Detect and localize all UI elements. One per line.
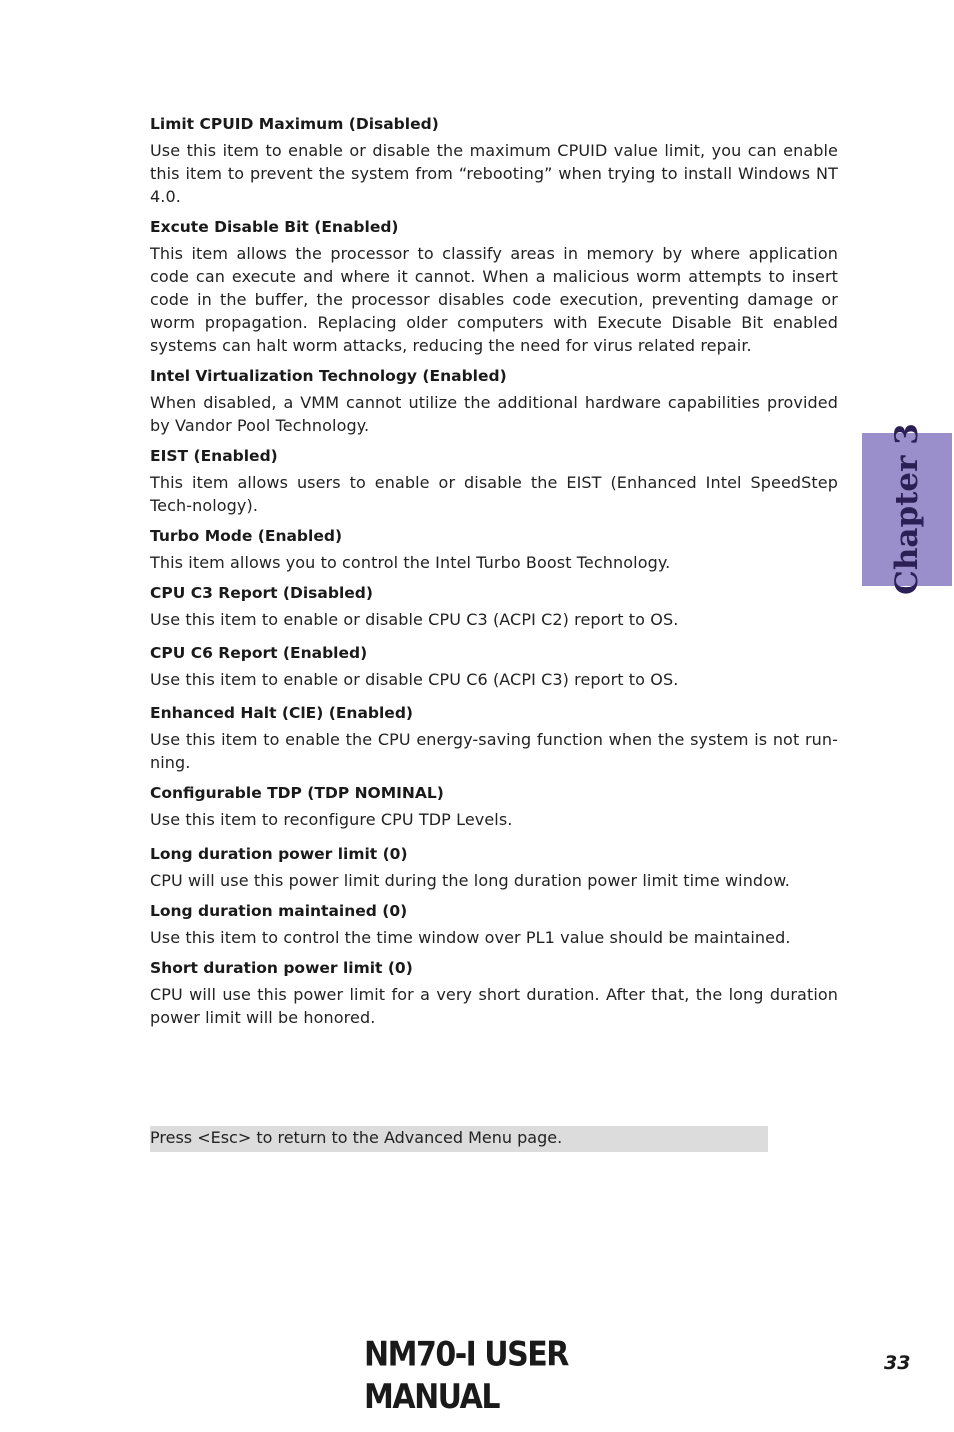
setting-long-duration-power-limit — [150, 843, 838, 892]
setting-heading: Long duration maintained (0) — [150, 902, 408, 920]
setting-heading: CPU C6 Report (Enabled) — [150, 644, 368, 662]
setting-heading: Excute Disable Bit (Enabled) — [150, 218, 399, 236]
setting-heading: Short duration power limit (0) — [150, 959, 413, 977]
setting-short-duration-power-limit — [150, 957, 838, 1029]
manual-title: NM70-I USER MANUAL — [364, 1335, 568, 1417]
chapter-tab — [862, 423, 952, 595]
setting-description: When disabled, a VMM cannot utilize the additional hardware capabilities provided by Vandor Pool Technology. — [150, 393, 838, 435]
setting-description: Use this item to enable or disable CPU C6 (ACPI C3) report to OS. — [150, 670, 679, 689]
esc-return-note: Press <Esc> to return to the Advanced Menu page. — [150, 1126, 768, 1152]
setting-limit-cpuid — [150, 113, 838, 208]
setting-long-duration-maintained — [150, 900, 838, 949]
setting-heading: Limit CPUID Maximum (Disabled) — [150, 115, 439, 133]
chapter-label: Chapter 3 — [889, 423, 925, 595]
page-number: 33 — [884, 1352, 911, 1374]
setting-cpu-c3-report — [150, 582, 838, 631]
setting-heading: Enhanced Halt (ClE) (Enabled) — [150, 704, 414, 722]
setting-eist — [150, 445, 838, 517]
setting-virtualization — [150, 365, 838, 437]
setting-configurable-tdp — [150, 782, 838, 831]
setting-heading: EIST (Enabled) — [150, 447, 278, 465]
setting-description: Use this item to enable or disable the maximum CPUID value limit, you can enable this item to prevent the system from “rebooting” when trying to install Windows NT 4.0. — [150, 141, 838, 206]
setting-heading: CPU C3 Report (Disabled) — [150, 584, 373, 602]
setting-heading: Turbo Mode (Enabled) — [150, 527, 343, 545]
setting-cpu-c6-report — [150, 642, 838, 691]
setting-description: CPU will use this power limit for a very short duration. After that, the long duration power limit will be honored. — [150, 985, 838, 1027]
setting-heading: Intel Virtualization Technology (Enabled) — [150, 367, 507, 385]
setting-description: Use this item to control the time window over PL1 value should be maintained. — [150, 928, 791, 947]
setting-description: CPU will use this power limit during the long duration power limit time window. — [150, 871, 790, 890]
setting-description: This item allows users to enable or disable the EIST (Enhanced Intel SpeedStep Tech-nology). — [150, 473, 838, 515]
setting-description: Use this item to enable the CPU energy-saving function when the system is not run-ning. — [150, 730, 838, 772]
setting-heading: Configurable TDP (TDP NOMINAL) — [150, 784, 444, 802]
setting-description: Use this item to reconfigure CPU TDP Levels. — [150, 810, 513, 829]
setting-description: Use this item to enable or disable CPU C3 (ACPI C2) report to OS. — [150, 610, 679, 629]
setting-description: This item allows the processor to classify areas in memory by where application code can execute and where it cannot. When a malicious worm attempts to insert code in the buffer, the processor disables code execution, preventing damage or worm propagation. Replacing older computers with Execute Disable Bit enabled systems can halt worm attacks, reducing the need for virus related repair. — [150, 244, 838, 355]
setting-turbo-mode — [150, 525, 838, 574]
setting-enhanced-halt — [150, 702, 838, 774]
setting-heading: Long duration power limit (0) — [150, 845, 408, 863]
setting-description: This item allows you to control the Intel Turbo Boost Technology. — [150, 553, 671, 572]
settings-descriptions — [150, 113, 838, 1029]
setting-execute-disable-bit — [150, 216, 838, 357]
